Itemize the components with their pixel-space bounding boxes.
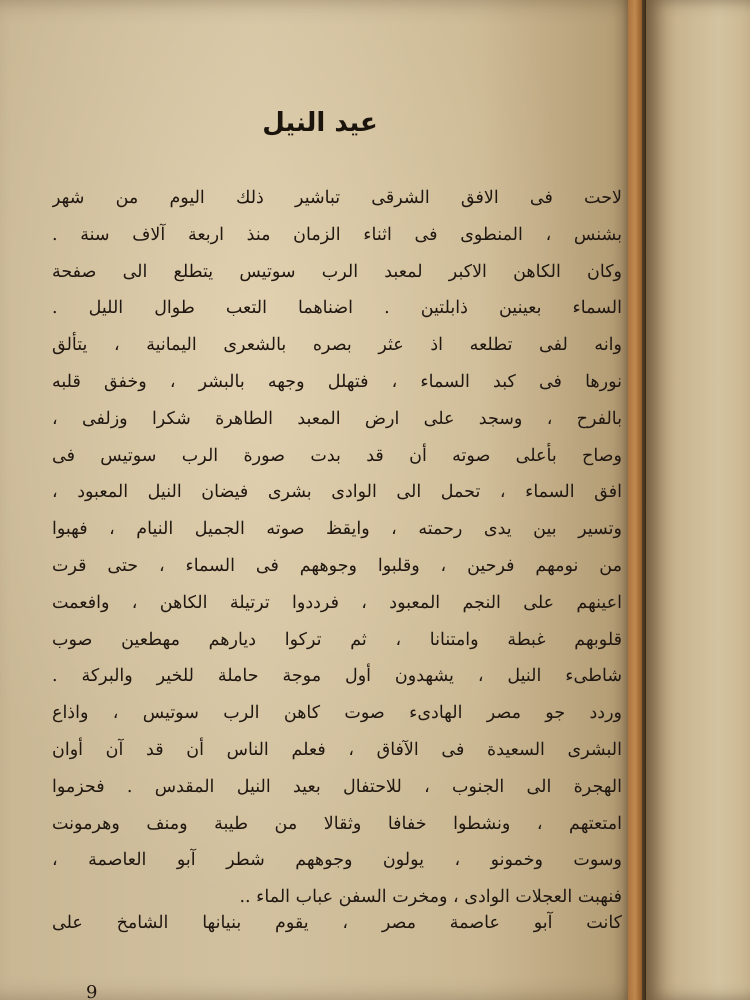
text-line: السماء بعينين ذابلتين . اضناهما التعب طوال الليل . — [52, 298, 622, 319]
text-line: فنهبت العجلات الوادى ، ومخرت السفن عباب الماء .. — [239, 887, 622, 908]
text-line: افق السماء ، تحمل الى الوادى بشرى فيضان النيل المعبود ، — [52, 482, 622, 503]
text-line: وردد جو مصر الهادىء صوت كاهن الرب سوتيس ، واذاع — [52, 703, 622, 724]
text-line: وكان الكاهن الاكبر لمعبد الرب سوتيس يتطلع الى صفحة — [52, 261, 622, 282]
text-line: بالفرح ، وسجد على ارض المعبد الطاهرة شكرا وزلفى ، — [52, 408, 622, 429]
paragraph-2 — [52, 905, 622, 942]
text-line: وانه لفى تطلعه اذ عثر بصره بالشعرى اليمانية ، يتألق — [52, 335, 622, 356]
text-line: اعينهم على النجم المعبود ، فرددوا ترتيلة الكاهن ، وافعمت — [52, 592, 622, 613]
text-line: وتسير بين يدى رحمته ، وايقظ صوته الجميل النيام ، فهبوا — [52, 519, 622, 540]
text-line: كانت آبو عاصمة مصر ، يقوم بنيانها الشامخ على — [52, 913, 622, 933]
text-line: وصاح بأعلى صوته أن قد بدت صورة الرب سوتيس فى — [52, 445, 622, 466]
paragraph-1 — [52, 180, 622, 916]
text-line: امتعتهم ، ونشطوا خفافا وثقالا من طيبة ومنف وهرمونت — [52, 813, 622, 834]
text-line: لاحت فى الافق الشرقى تباشير ذلك اليوم من شهر — [52, 188, 622, 208]
text-line: شاطىء النيل ، يشهدون أول موجة حاملة للخير والبركة . — [52, 666, 622, 687]
text-line: نورها فى كبد السماء ، فتهلل وجهه بالبشر ، وخفق قلبه — [52, 371, 622, 392]
page-number: 9 — [86, 982, 98, 1000]
text-line: بشنس ، المنطوى فى اثناء الزمان منذ اربعة آلاف سنة . — [52, 224, 622, 245]
chapter-title: عيد النيل — [262, 108, 378, 138]
facing-page — [646, 0, 750, 1000]
text-line: البشرى السعيدة فى الآفاق ، فعلم الناس أن قد آن أوان — [52, 739, 622, 760]
text-line: من نومهم فرحين ، وقلبوا وجوههم فى السماء ، حتى قرت — [52, 555, 622, 576]
text-line: قلوبهم غبطة وامتنانا ، ثم تركوا ديارهم مهطعين صوب — [52, 629, 622, 650]
text-line: وسوت وخمونو ، يولون وجوههم شطر آبو العاصمة ، — [52, 850, 622, 871]
book-spine-edge — [628, 0, 642, 1000]
text-line: الهجرة الى الجنوب ، للاحتفال بعيد النيل المقدس . فحزموا — [52, 776, 622, 797]
